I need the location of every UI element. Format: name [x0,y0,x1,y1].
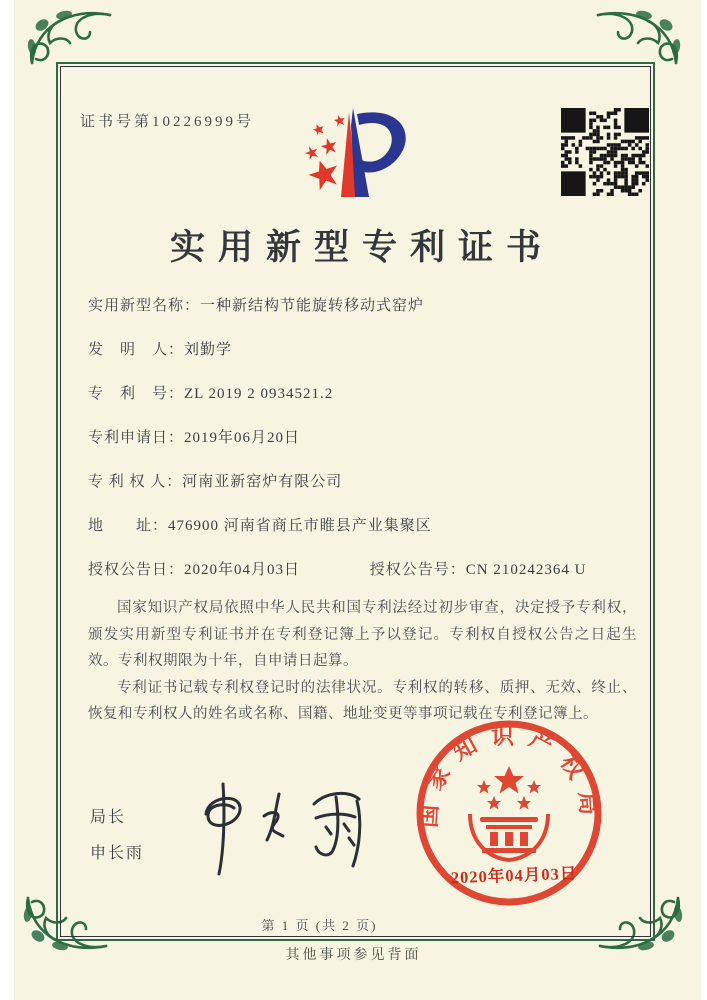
director-name: 申长雨 [90,845,145,862]
field-grant-row [88,560,641,581]
field-label: 实用新型名称： [88,298,201,314]
national-emblem-icon [470,766,548,860]
page-number: 第 1 页 (共 2 页) [261,918,378,933]
back-side-note: 其他事项参见背面 [285,948,422,963]
field-value: 2019年06月20日 [184,430,301,446]
field-value: 河南亚新窑炉有限公司 [182,474,343,490]
certificate-title: 实用新型专利证书 [169,228,554,267]
field-grant-date [88,560,366,581]
director-signature-icon [176,774,381,882]
field-invention-name [88,296,641,317]
field-value: 刘勤学 [184,342,233,358]
field-inventor [88,340,641,361]
legal-paragraph-2: 专利证书记载专利权登记时的法律状况。专利权的转移、质押、无效、终止、恢复和专利权人的姓名或名称、国籍、地址变更等事项记载在专利登记簿上。 [88,679,637,722]
field-patentee [88,472,641,493]
seal-text: 国家知识产权局 [415,723,603,829]
field-value: 476900 河南省商丘市睢县产业集聚区 [168,518,432,534]
field-label: 专 利 号： [88,386,185,402]
field-value: 2020年04月03日 [184,562,301,578]
certificate-border [56,62,655,941]
legal-text [88,595,637,728]
field-address [88,516,641,537]
field-patent-number [88,384,641,405]
field-label: 发 明 人： [88,342,185,358]
field-value: 一种新结构节能旋转移动式窑炉 [200,298,425,314]
director-title: 局长 [90,809,127,826]
certificate-fields [88,296,641,604]
field-value: CN 210242364 U [465,562,587,578]
field-filing-date [88,428,641,449]
field-value: ZL 2019 2 0934521.2 [184,386,334,402]
qr-code [561,108,649,196]
cnipa-logo-icon [291,98,417,204]
certificate-number: 证书号第10226999号 [80,114,255,130]
legal-paragraph-1: 国家知识产权局依照中华人民共和国专利法经过初步审查，决定授予专利权，颁发实用新型专利证书并在专利登记簿上予以登记。专利权自授权公告之日起生效。专利权期限为十年，自申请日起算。 [88,600,637,669]
field-label: 专利申请日： [88,430,185,446]
field-label: 授权公告日： [88,562,185,578]
field-label: 专 利 权 人： [88,474,183,490]
field-label: 授权公告号： [369,562,466,578]
field-grant-number [370,562,587,578]
seal-date: 2020年04月03日 [450,863,578,888]
field-label: 地 址： [88,518,169,534]
